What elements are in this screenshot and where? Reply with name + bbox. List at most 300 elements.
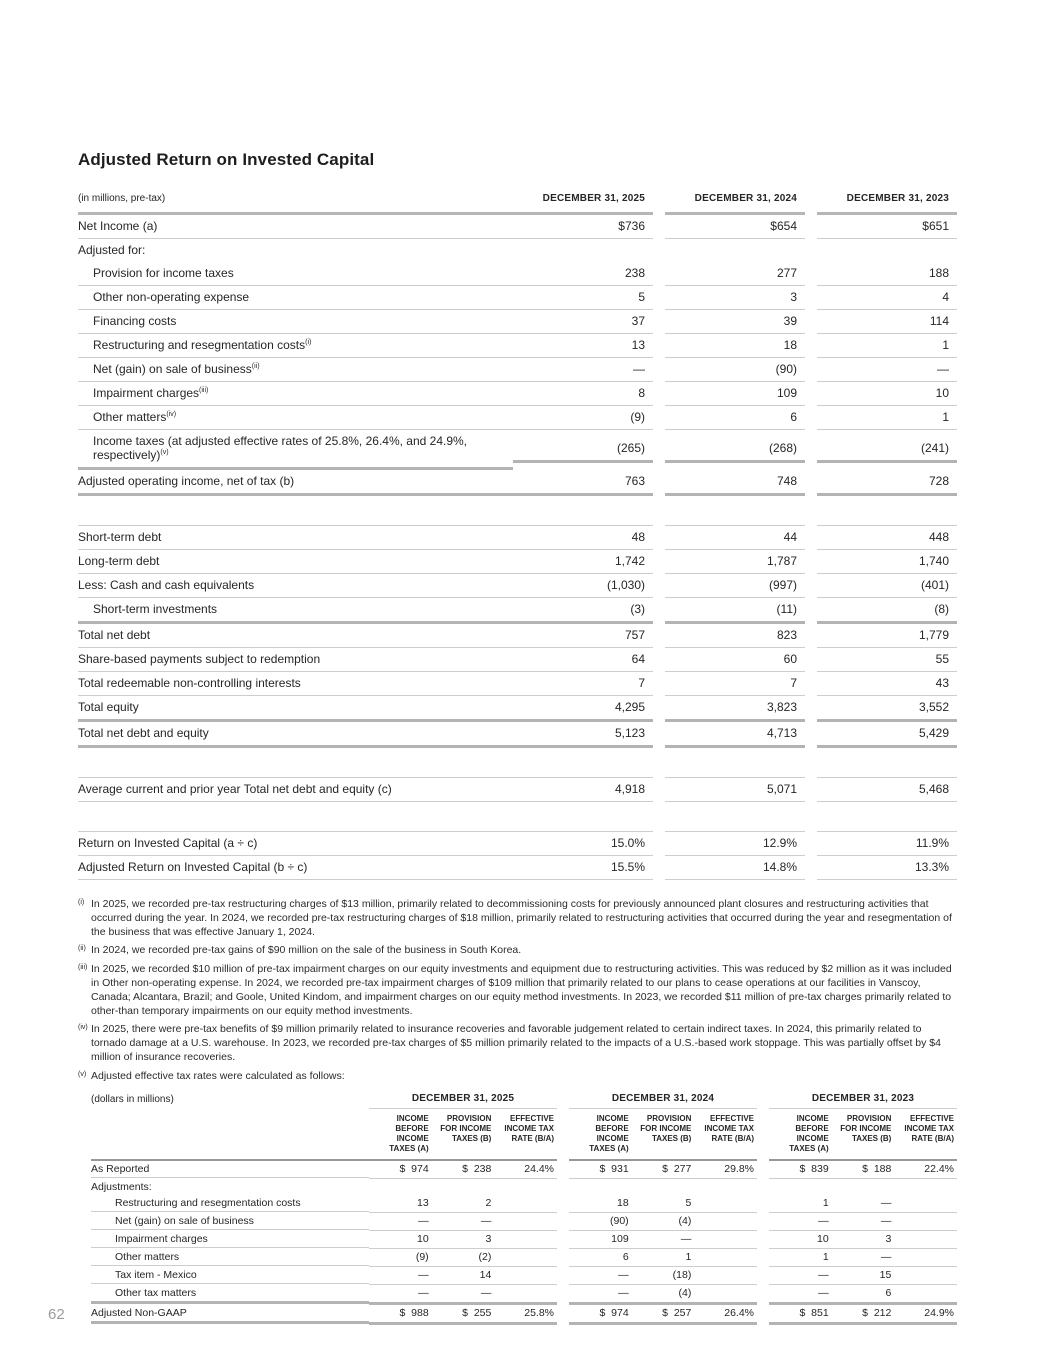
- page-title: Adjusted Return on Invested Capital: [78, 150, 375, 169]
- cell-value: 3: [885, 1233, 892, 1246]
- row-label: Tax item - Mexico: [91, 1267, 369, 1284]
- footnote-marker: (iii): [78, 964, 88, 972]
- col-gap: [653, 525, 665, 550]
- row-label-text: Financing costs: [93, 314, 177, 328]
- cell-value: 6: [885, 1287, 892, 1300]
- row-label: [78, 525, 513, 550]
- cell-value: 55: [817, 648, 957, 672]
- row-label: [91, 1132, 369, 1136]
- table-row: [91, 1267, 957, 1285]
- cell-value: —: [880, 1215, 892, 1228]
- cell-value: 44: [665, 525, 805, 550]
- col-gap: [653, 722, 665, 748]
- row-label: [78, 856, 513, 880]
- footnote-ref: (iii): [199, 387, 209, 394]
- cell-value: 188: [817, 262, 957, 286]
- footnote: [78, 963, 957, 1018]
- cell-value: —: [513, 358, 653, 382]
- cell-value: (8): [817, 598, 957, 624]
- table-row: [78, 672, 957, 696]
- row-label: As Reported: [91, 1159, 369, 1178]
- cell-value: —: [818, 1269, 829, 1282]
- row-label: Other matters: [91, 1249, 369, 1266]
- footnote-ref: (v): [160, 449, 169, 456]
- cell-value: 1: [685, 1251, 692, 1264]
- table-row: [78, 722, 957, 748]
- footnote: [78, 898, 957, 939]
- col-gap: [653, 696, 665, 722]
- cell-value: 3,552: [817, 696, 957, 722]
- cell-value: [694, 1267, 757, 1284]
- subheader-group: [369, 1109, 557, 1159]
- cell-value: [694, 1231, 757, 1248]
- cell-value: 728: [817, 470, 957, 496]
- subcol-header: EFFECTIVE INCOME TAX RATE (B/A): [704, 1113, 755, 1143]
- row-label-text: Impairment charges: [93, 386, 200, 400]
- col-gap: [653, 430, 665, 470]
- cell-value: [894, 1195, 957, 1212]
- col-gap: [805, 550, 817, 574]
- table-row: [91, 1213, 957, 1231]
- row-label-text: Income taxes (at adjusted effective rates of 25.8%, 26.4%, and 24.9%, respectively): [93, 434, 468, 462]
- cell-value: $ 277: [662, 1163, 692, 1176]
- cell-value: 4: [817, 286, 957, 310]
- cell-value: [694, 1285, 757, 1302]
- cell-value: 64: [513, 648, 653, 672]
- footnote-marker: (v): [78, 1070, 87, 1078]
- col-gap: [805, 358, 817, 382]
- col-gap: [805, 777, 817, 802]
- table-row: [78, 777, 957, 802]
- row-label: [78, 831, 513, 856]
- cell-value: (1,030): [513, 574, 653, 598]
- row-label: Other tax matters: [91, 1285, 369, 1304]
- cell-value: (90): [665, 358, 805, 382]
- subheader-group: [769, 1109, 957, 1159]
- col-gap: [653, 406, 665, 430]
- cell-value: —: [418, 1287, 429, 1300]
- cell-value: [494, 1267, 557, 1284]
- col-gap: [805, 856, 817, 880]
- cell-value: $ 255: [462, 1307, 492, 1320]
- table-row: [78, 406, 957, 430]
- cell-value: 238: [513, 262, 653, 286]
- value-group: [769, 1231, 957, 1249]
- footnotes: [78, 898, 957, 1084]
- cell-value: 1,787: [665, 550, 805, 574]
- cell-value: —: [418, 1269, 429, 1282]
- table-row: [78, 286, 957, 310]
- cell-value: 757: [513, 624, 653, 648]
- cell-value: —: [818, 1215, 829, 1228]
- cell-value: 1: [822, 1197, 829, 1210]
- footnote: [78, 944, 957, 958]
- value-group: [369, 1305, 557, 1325]
- value-group: [769, 1184, 957, 1189]
- cell-value: 5: [513, 286, 653, 310]
- table-row: [78, 598, 957, 624]
- cell-value: 109: [611, 1233, 629, 1246]
- cell-value: 15.0%: [513, 831, 653, 856]
- cell-value: (401): [817, 574, 957, 598]
- cell-value: 10: [817, 382, 957, 406]
- row-label: [78, 672, 513, 696]
- col-gap: [805, 831, 817, 856]
- table-row: [78, 696, 957, 722]
- col-gap: [805, 188, 817, 215]
- table-row: [91, 1159, 957, 1179]
- row-label-text: Return on Invested Capital (a ÷ c): [78, 836, 258, 850]
- value-group: [569, 1195, 757, 1213]
- cell-value: [494, 1213, 557, 1230]
- table-row: [91, 1249, 957, 1267]
- col-gap: [805, 672, 817, 696]
- cell-value: $ 238: [462, 1163, 492, 1176]
- cell-value: 3,823: [665, 696, 805, 722]
- subcol-header: PROVISION FOR INCOME TAXES (B): [440, 1113, 492, 1143]
- col-gap: [653, 648, 665, 672]
- cell-value: [632, 1184, 695, 1189]
- col-gap: [805, 286, 817, 310]
- cell-value: —: [818, 1287, 829, 1300]
- col-gap: [653, 262, 665, 286]
- col-gap: [805, 406, 817, 430]
- col-gap: [805, 470, 817, 496]
- table-row: [78, 215, 957, 239]
- row-label: [78, 550, 513, 574]
- row-label: [78, 382, 513, 406]
- row-label-text: Total net debt and equity: [78, 726, 209, 740]
- col-gap: [805, 430, 817, 470]
- page-content: [78, 150, 957, 1325]
- col-gap: [805, 334, 817, 358]
- cell-value: [894, 1249, 957, 1266]
- footnote-ref: (iv): [166, 411, 177, 418]
- cell-value: 3: [485, 1233, 492, 1246]
- row-label-text: Provision for income taxes: [93, 266, 234, 280]
- col-gap: [653, 382, 665, 406]
- row-label: [78, 430, 513, 470]
- cell-value: $ 851: [799, 1307, 829, 1320]
- cell-value: —: [880, 1197, 892, 1210]
- cell-value: [694, 1213, 757, 1230]
- row-label-text: Other non-operating expense: [93, 290, 250, 304]
- cell-value: 6: [665, 406, 805, 430]
- table-row: [78, 624, 957, 648]
- table-row: [78, 831, 957, 856]
- row-label-text: Adjusted Return on Invested Capital (b ÷ c): [78, 860, 308, 874]
- cell-value: 7: [513, 672, 653, 696]
- col-gap: [653, 550, 665, 574]
- cell-value: 15: [879, 1269, 892, 1282]
- row-label: [78, 624, 513, 648]
- col-gap: [653, 358, 665, 382]
- table-row: [78, 334, 957, 358]
- value-group: [569, 1159, 757, 1179]
- row-label: [78, 262, 513, 286]
- column-header: DECEMBER 31, 2025: [513, 188, 653, 215]
- cell-value: [569, 1184, 632, 1189]
- cell-value: 7: [665, 672, 805, 696]
- value-group: [369, 1159, 557, 1179]
- value-group: [569, 1184, 757, 1189]
- cell-value: 8: [513, 382, 653, 406]
- col-gap: [805, 696, 817, 722]
- table-row: [78, 382, 957, 406]
- col-gap: [805, 310, 817, 334]
- cell-value: 448: [817, 525, 957, 550]
- col-gap: [805, 624, 817, 648]
- footnote-text: In 2024, we recorded pre-tax gains of $90 million on the sale of the business in South Korea.: [91, 944, 522, 957]
- col-gap: [805, 239, 817, 262]
- cell-value: [494, 1184, 557, 1189]
- row-label-text: Other matters: [93, 410, 167, 424]
- value-group: [769, 1267, 957, 1285]
- cell-value: $ 212: [862, 1307, 892, 1320]
- row-label-text: Total redeemable non-controlling interests: [78, 676, 301, 690]
- cell-value: [817, 246, 957, 255]
- cell-value: 10: [816, 1233, 829, 1246]
- cell-value: $ 988: [399, 1307, 429, 1320]
- subcol-header: INCOME BEFORE INCOME TAXES (A): [589, 1113, 629, 1153]
- value-group: [769, 1249, 957, 1267]
- cell-value: 2: [485, 1197, 492, 1210]
- row-label-text: Long-term debt: [78, 554, 160, 568]
- cell-value: $736: [513, 215, 653, 239]
- value-group: [369, 1231, 557, 1249]
- cell-value: 5: [685, 1197, 692, 1210]
- cell-value: —: [480, 1215, 492, 1228]
- tax-table-header-row: [91, 1091, 957, 1109]
- row-label: [78, 574, 513, 598]
- value-group: [769, 1213, 957, 1231]
- cell-value: 1: [822, 1251, 829, 1264]
- cell-value: 5,071: [665, 777, 805, 802]
- roic-table: [78, 188, 957, 880]
- row-label-text: Short-term investments: [93, 602, 218, 616]
- cell-value: [369, 1184, 432, 1189]
- footnote-ref: (i): [305, 339, 312, 346]
- row-label-text: Share-based payments subject to redemption: [78, 652, 321, 666]
- cell-value: 10: [416, 1233, 429, 1246]
- cell-value: (90): [609, 1215, 629, 1228]
- row-label-text: Total net debt: [78, 628, 151, 642]
- cell-value: 24.4%: [524, 1163, 555, 1176]
- value-group: [769, 1305, 957, 1325]
- footnote-marker: (i): [78, 899, 85, 906]
- row-label: [78, 598, 513, 624]
- section-spacer: [78, 496, 957, 525]
- cell-value: 29.8%: [724, 1163, 755, 1176]
- cell-value: $ 974: [399, 1163, 429, 1176]
- footnote-text: In 2025, we recorded $10 million of pre-tax impairment charges on our equity investments and equipment due to restructuring activities. This was reduced by $2 million as it was included in Other non-operating expense. In 2024, we recorded pre-tax impairment charges of $109 million that primarily related to our plans to cease operations at our facilities in Vanscoy, Canada; Alcantara, Brazil; and Goole, United Kindom, and impairment charges on our equity method investments. In 2023, we recorded $11 million of pre-tax charges primarily related to other-than temporary impairments on our equity method investments.: [91, 963, 952, 1017]
- cell-value: —: [817, 358, 957, 382]
- cell-value: 748: [665, 470, 805, 496]
- page-number: 62: [48, 1306, 65, 1323]
- col-gap: [805, 382, 817, 406]
- cell-value: (9): [513, 406, 653, 430]
- value-group: [369, 1285, 557, 1305]
- cell-value: 18: [616, 1197, 629, 1210]
- value-group: [569, 1231, 757, 1249]
- col-gap: [805, 262, 817, 286]
- cell-value: [894, 1213, 957, 1230]
- tax-table-subheader-row: [91, 1109, 957, 1159]
- cell-value: 114: [817, 310, 957, 334]
- row-label: [78, 722, 513, 748]
- cell-value: 1,740: [817, 550, 957, 574]
- cell-value: 12.9%: [665, 831, 805, 856]
- group-header: DECEMBER 31, 2023: [769, 1091, 957, 1109]
- cell-value: (241): [817, 437, 957, 463]
- cell-value: —: [418, 1215, 429, 1228]
- value-group: [369, 1213, 557, 1231]
- cell-value: —: [618, 1269, 629, 1282]
- unit-label: (in millions, pre-tax): [78, 188, 513, 215]
- table-row: [78, 648, 957, 672]
- col-gap: [653, 286, 665, 310]
- cell-value: 4,918: [513, 777, 653, 802]
- cell-value: [432, 1184, 495, 1189]
- col-gap: [805, 525, 817, 550]
- cell-value: [894, 1231, 957, 1248]
- footnote-marker: (iv): [78, 1024, 88, 1032]
- value-group: [569, 1249, 757, 1267]
- col-gap: [653, 831, 665, 856]
- cell-value: (997): [665, 574, 805, 598]
- table-row: [78, 310, 957, 334]
- footnote: [78, 1023, 957, 1064]
- cell-value: [894, 1267, 957, 1284]
- cell-value: [494, 1249, 557, 1266]
- cell-value: 4,713: [665, 722, 805, 748]
- col-gap: [653, 239, 665, 262]
- row-label: [78, 358, 513, 382]
- footnote-text: In 2025, we recorded pre-tax restructuring charges of $13 million, primarily related to decommissioning costs for previously announced plant closures and restructuring activities that occurred during the year. In 2024, we recorded pre-tax restructuring charges of $18 million, primarily related to restructuring activities that occurred during the year and resegmentation of the business that was effective January 1, 2024.: [91, 898, 952, 938]
- cell-value: 13: [416, 1197, 429, 1210]
- cell-value: (9): [415, 1251, 429, 1264]
- table-row: [78, 574, 957, 598]
- col-gap: [805, 215, 817, 239]
- row-label: [78, 648, 513, 672]
- row-label: [78, 286, 513, 310]
- subcol-header: PROVISION FOR INCOME TAXES (B): [840, 1113, 892, 1143]
- subcol-header: PROVISION FOR INCOME TAXES (B): [640, 1113, 692, 1143]
- cell-value: [894, 1184, 957, 1189]
- col-gap: [653, 470, 665, 496]
- cell-value: [665, 246, 805, 255]
- cell-value: $ 188: [862, 1163, 892, 1176]
- row-label: [78, 777, 513, 802]
- cell-value: $ 931: [599, 1163, 629, 1176]
- row-label: Net (gain) on sale of business: [91, 1213, 369, 1230]
- cell-value: 14.8%: [665, 856, 805, 880]
- row-label-text: Average current and prior year Total net debt and equity (c): [78, 782, 392, 796]
- col-gap: [653, 598, 665, 624]
- cell-value: 39: [665, 310, 805, 334]
- col-gap: [805, 598, 817, 624]
- cell-value: (268): [665, 437, 805, 463]
- cell-value: —: [618, 1287, 629, 1300]
- cell-value: 43: [817, 672, 957, 696]
- footnote-text: Adjusted effective tax rates were calculated as follows:: [91, 1069, 345, 1082]
- cell-value: 763: [513, 470, 653, 496]
- cell-value: 14: [479, 1269, 492, 1282]
- footnote-ref: (ii): [251, 363, 260, 370]
- row-label-text: Adjusted for:: [78, 243, 146, 257]
- cell-value: $654: [665, 215, 805, 239]
- column-header: DECEMBER 31, 2023: [817, 188, 957, 215]
- subcol-header: EFFECTIVE INCOME TAX RATE (B/A): [504, 1113, 555, 1143]
- cell-value: (265): [513, 437, 653, 463]
- cell-value: $ 839: [799, 1163, 829, 1176]
- cell-value: 37: [513, 310, 653, 334]
- cell-value: $ 257: [662, 1307, 692, 1320]
- row-label-text: Adjusted operating income, net of tax (b): [78, 474, 295, 488]
- section-spacer: [78, 802, 957, 831]
- cell-value: 109: [665, 382, 805, 406]
- col-gap: [805, 574, 817, 598]
- row-label: [78, 215, 513, 239]
- cell-value: 1: [817, 334, 957, 358]
- cell-value: 277: [665, 262, 805, 286]
- table-row: [78, 550, 957, 574]
- table-row: [91, 1285, 957, 1305]
- cell-value: (4): [678, 1215, 692, 1228]
- subcol-header: INCOME BEFORE INCOME TAXES (A): [789, 1113, 829, 1153]
- row-label: [78, 239, 513, 262]
- cell-value: 13.3%: [817, 856, 957, 880]
- cell-value: 5,468: [817, 777, 957, 802]
- cell-value: [894, 1285, 957, 1302]
- table-row: [78, 358, 957, 382]
- cell-value: 26.4%: [724, 1307, 755, 1320]
- cell-value: (4): [678, 1287, 692, 1300]
- cell-value: 1,742: [513, 550, 653, 574]
- cell-value: [494, 1195, 557, 1212]
- unit-label: (dollars in millions): [91, 1093, 174, 1105]
- value-group: [369, 1195, 557, 1213]
- row-label-text: Net Income (a): [78, 219, 158, 233]
- value-group: [569, 1213, 757, 1231]
- cell-value: (18): [672, 1269, 692, 1282]
- cell-value: (11): [665, 598, 805, 624]
- row-label: [78, 696, 513, 722]
- row-label: Adjusted Non-GAAP: [91, 1305, 369, 1324]
- group-header: DECEMBER 31, 2025: [369, 1091, 557, 1109]
- cell-value: 48: [513, 525, 653, 550]
- table-row: [78, 239, 957, 262]
- cell-value: 11.9%: [817, 831, 957, 856]
- col-gap: [653, 777, 665, 802]
- cell-value: [494, 1231, 557, 1248]
- col-gap: [653, 215, 665, 239]
- table-row: [78, 470, 957, 496]
- table-row: [91, 1305, 957, 1325]
- cell-value: 60: [665, 648, 805, 672]
- cell-value: 22.4%: [924, 1163, 955, 1176]
- value-group: [369, 1267, 557, 1285]
- table-header-row: [78, 188, 957, 215]
- value-group: [369, 1249, 557, 1267]
- value-group: [369, 1184, 557, 1189]
- cell-value: 5,123: [513, 722, 653, 748]
- subcol-header: INCOME BEFORE INCOME TAXES (A): [389, 1113, 429, 1153]
- value-group: [769, 1159, 957, 1179]
- row-label: [78, 310, 513, 334]
- col-gap: [653, 334, 665, 358]
- col-gap: [805, 648, 817, 672]
